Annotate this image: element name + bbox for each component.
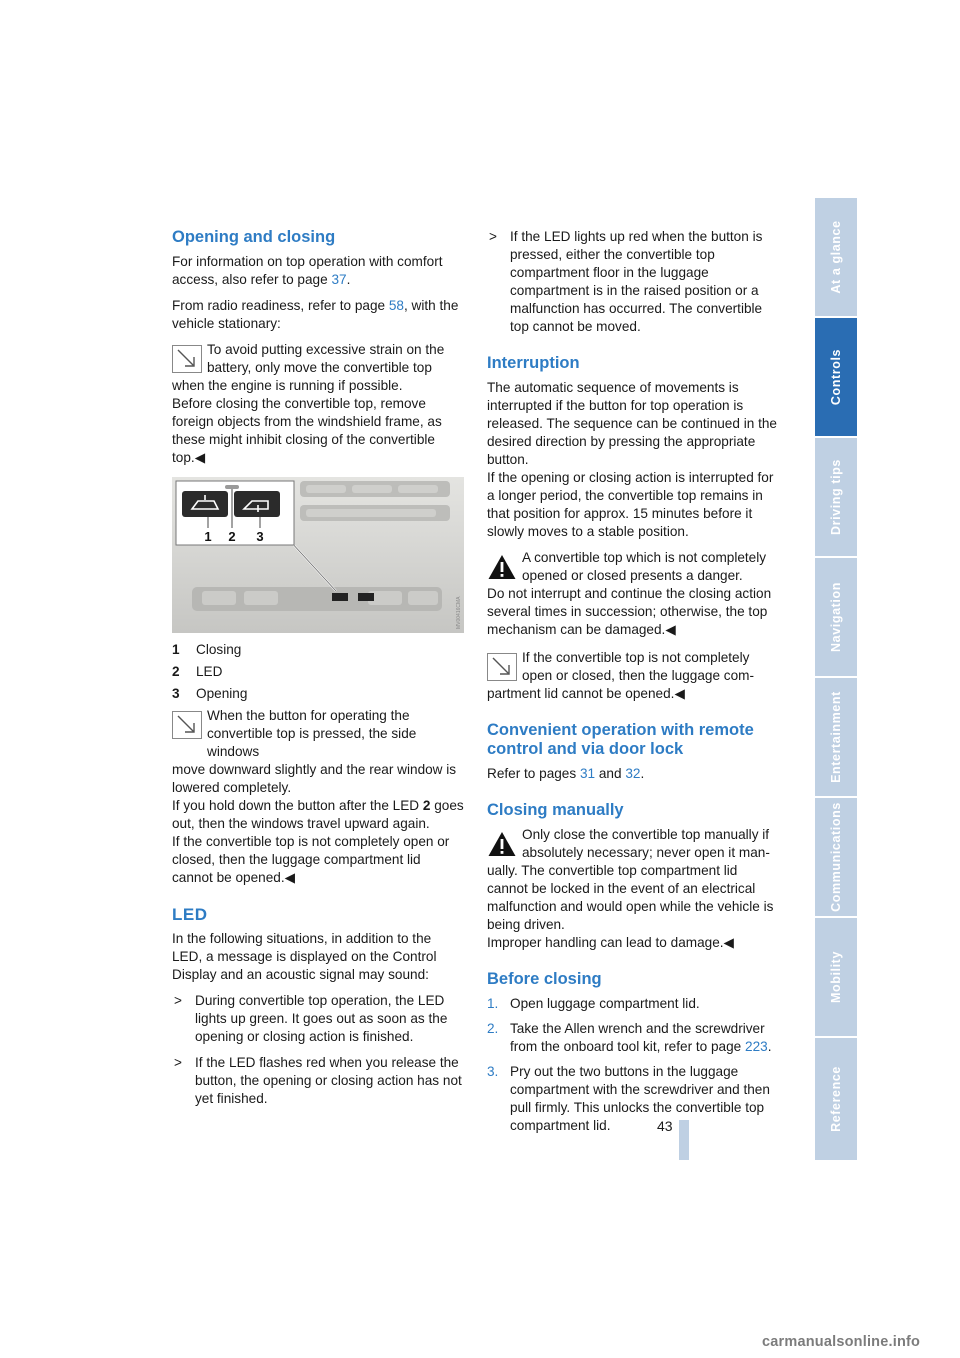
- text: .: [640, 766, 645, 781]
- bullet-mark: >: [489, 229, 497, 244]
- warning-manual-close-line1: Only close the convertible top manually if absolutely necessary; never open it man-: [522, 827, 770, 860]
- warning-triangle-icon: [487, 830, 517, 858]
- heading-led: LED: [172, 905, 208, 924]
- chapter-sidebar: [815, 198, 857, 1160]
- step-text: Open luggage compartment lid.: [510, 996, 700, 1011]
- step-item: [487, 995, 779, 1013]
- led-ref: 2: [422, 798, 431, 813]
- heading-convenient-operation: Convenient operation with remote control and via door lock: [487, 721, 754, 758]
- text: If you hold down the button after the LED: [172, 798, 423, 813]
- paragraph-led-intro: In the following situations, in addition to the LED, a message is displayed on the Control Display and an acoustic signal may sound:: [172, 931, 437, 982]
- warning-manual-close: [487, 826, 779, 952]
- note-battery-line1: To avoid putting excessive strain on the battery, only move the convertible top: [207, 342, 445, 375]
- end-marker: ◀: [284, 870, 296, 885]
- legend-num: 2: [172, 664, 180, 679]
- tab-driving-tips[interactable]: [815, 438, 857, 558]
- warning-triangle-icon: [487, 553, 517, 581]
- text: Improper handling can lead to damage.: [487, 935, 724, 950]
- text: For information on top operation with comfort access, also refer to page: [172, 254, 443, 287]
- text: , with the vehicle stationary:: [172, 298, 459, 331]
- bullet-text: During convertible top operation, the LED lights up green. It goes out as soon as the opening or closing action is finished.: [195, 993, 448, 1044]
- figure-callout-2: 2: [228, 529, 236, 544]
- step-text: Pry out the two buttons in the luggage compartment with the screwdriver and then pull firmly. This unlocks the convertible top compartment lid.: [510, 1064, 770, 1133]
- step-item: [487, 1020, 779, 1056]
- step-number: 1.: [487, 996, 499, 1011]
- tab-label: Reference: [829, 1066, 843, 1132]
- tab-label: Driving tips: [829, 459, 843, 535]
- note-side-windows-p3: [172, 833, 464, 887]
- tab-reference[interactable]: [815, 1038, 857, 1162]
- text: and: [595, 766, 626, 781]
- end-marker: ◀: [674, 686, 685, 701]
- bullet-item: [487, 228, 779, 336]
- paragraph-interruption-2: If the opening or closing action is interrupted for a longer period, the convertible top remains in that position for approx. 15 minutes before it slowly moves to a stable position.: [487, 470, 774, 539]
- note-luggage-lid-line1: If the convertible top is not completely open or closed, then the luggage com-: [522, 650, 755, 683]
- note-side-windows: [172, 707, 464, 887]
- note-side-windows-rest: move downward slightly and the rear window is lowered completely.: [172, 762, 457, 795]
- paragraph-interruption-1: The automatic sequence of movements is interrupted if the button for top operation is released. The sequence can be continued in the desired direction by pressing the appropriate button.: [487, 380, 777, 467]
- legend-label: Opening: [196, 686, 248, 701]
- tab-mobility[interactable]: [815, 918, 857, 1038]
- tab-label: Communications: [829, 802, 843, 912]
- text: If the convertible top is not completely open or closed, then the luggage compartment lid cannot be opened.: [172, 834, 450, 885]
- paragraph-comfort-access: [172, 253, 464, 289]
- legend-num: 3: [172, 686, 180, 701]
- text: goes out, then the windows travel upward again.: [172, 798, 464, 831]
- text: Before closing the convertible top, remove foreign objects from the windshield frame, as these might inhibit closing of the convertible top.: [172, 396, 442, 465]
- tab-label: Controls: [829, 348, 843, 406]
- warning-danger: [487, 549, 779, 639]
- page-link-31[interactable]: 31: [579, 766, 596, 781]
- note-luggage-lid-rest: [487, 685, 779, 703]
- step-number: 2.: [487, 1021, 499, 1036]
- step-text-end: .: [767, 1039, 772, 1054]
- tab-navigation[interactable]: [815, 558, 857, 678]
- warning-danger-rest: [487, 585, 779, 639]
- left-column: [172, 228, 464, 1116]
- legend-label: LED: [196, 664, 223, 679]
- figure-callout-1: 1: [204, 529, 212, 544]
- tab-controls[interactable]: [815, 318, 857, 438]
- tab-label: At a glance: [829, 220, 843, 294]
- right-column: [487, 228, 779, 1142]
- note-battery-p2: [172, 395, 464, 467]
- page-number-bar: [679, 1120, 689, 1160]
- note-arrow-icon: [172, 711, 202, 739]
- end-marker: ◀: [194, 450, 206, 465]
- tab-label: Entertainment: [829, 691, 843, 783]
- text: Do not interrupt and continue the closing action several times in succession; otherwise, the top mechanism can be damaged.: [487, 586, 772, 637]
- text: partment lid cannot be opened.: [487, 686, 675, 701]
- text: From radio readiness, refer to page: [172, 298, 389, 313]
- heading-opening-closing: Opening and closing: [172, 228, 336, 246]
- heading-closing-manually: Closing manually: [487, 801, 624, 819]
- page-link-37[interactable]: 37: [331, 272, 347, 287]
- legend-item: [172, 685, 464, 703]
- tab-label: Navigation: [829, 582, 843, 652]
- figure-callout-3: 3: [256, 529, 264, 544]
- paragraph-refer-pages: [487, 765, 779, 783]
- legend-label: Closing: [196, 642, 242, 657]
- note-side-windows-line1: When the button for operating the convertible top is pressed, the side windows: [207, 708, 417, 759]
- warning-manual-close-p2: [487, 934, 779, 952]
- page-link-223[interactable]: 223: [745, 1039, 768, 1054]
- legend-item: [172, 663, 464, 681]
- tab-at-a-glance[interactable]: [815, 198, 857, 318]
- page-link-58[interactable]: 58: [388, 298, 404, 313]
- note-arrow-icon: [487, 653, 517, 681]
- figure-watermark: MV00416CMA: [456, 596, 462, 629]
- convertible-top-buttons-figure: [172, 477, 464, 633]
- bullet-mark: >: [174, 993, 182, 1008]
- bullet-text: If the LED flashes red when you release the button, the opening or closing action has not yet finished.: [195, 1055, 462, 1106]
- note-side-windows-p2: [172, 797, 464, 833]
- note-battery: [172, 341, 464, 467]
- text: .: [346, 272, 351, 287]
- text: Refer to pages: [487, 766, 580, 781]
- page-number: 43: [657, 1118, 673, 1134]
- warning-manual-close-rest: ually. The convertible top compartment lid cannot be locked in the event of an electrical malfunction and would open while the vehicle is being driven.: [487, 863, 774, 932]
- note-luggage-lid: [487, 649, 779, 703]
- step-number: 3.: [487, 1064, 499, 1079]
- warning-danger-line1: A convertible top which is not completely opened or closed presents a danger.: [522, 550, 767, 583]
- heading-before-closing: Before closing: [487, 970, 602, 988]
- legend-item: [172, 641, 464, 659]
- paragraph-radio-readiness: [172, 297, 464, 333]
- end-marker: ◀: [723, 935, 735, 950]
- bullet-item: [172, 1054, 464, 1108]
- bullet-mark: >: [174, 1055, 182, 1070]
- note-battery-rest: when the engine is running if possible.: [172, 378, 403, 393]
- end-marker: ◀: [665, 622, 676, 637]
- step-item: [487, 1063, 779, 1135]
- site-watermark: carmanualsonline.info: [762, 1334, 921, 1350]
- tab-label: Mobility: [829, 950, 843, 1004]
- note-arrow-icon: [172, 345, 202, 373]
- heading-interruption: Interruption: [487, 354, 580, 372]
- page-link-32[interactable]: 32: [625, 766, 641, 781]
- tab-communications[interactable]: [815, 798, 857, 918]
- legend-num: 1: [172, 642, 180, 657]
- bullet-text: If the LED lights up red when the button is pressed, either the convertible top compartment floor in the luggage compartment is in the raised position or a malfunction has occurred. The convertible top cannot be moved.: [510, 229, 763, 334]
- tab-entertainment[interactable]: [815, 678, 857, 798]
- bullet-item: [172, 992, 464, 1046]
- step-text: Take the Allen wrench and the screwdriver from the onboard tool kit, refer to page: [510, 1021, 765, 1054]
